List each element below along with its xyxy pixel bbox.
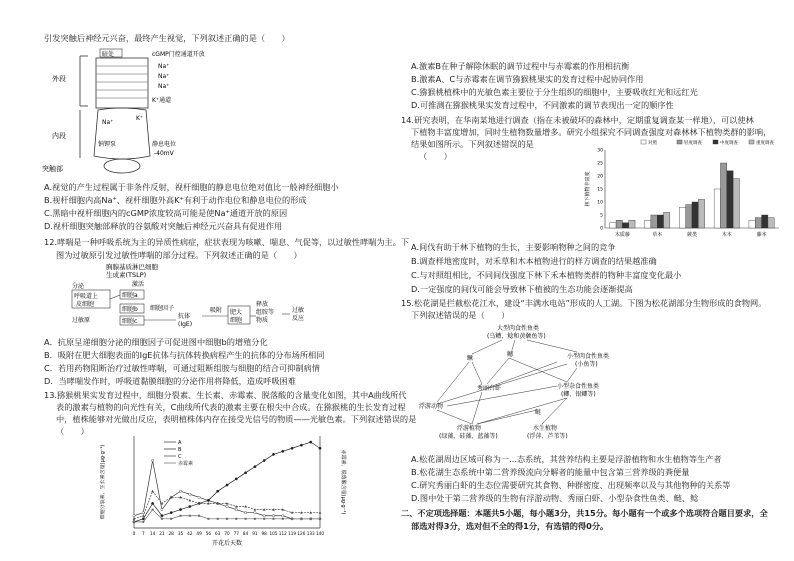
label-channel: cGMP门控通道开放	[152, 51, 205, 58]
q15-stem-1: 15.松花湖是拦截松花江水，建设“丰满水电站”形成的人工湖。下图为松花湖部分生物形成的食物网。	[401, 298, 767, 308]
rod-cell-diagram	[40, 46, 300, 176]
data-point	[263, 459, 265, 461]
label-inner: 内段	[52, 132, 66, 140]
data-point	[254, 511, 256, 513]
node-big-fish: 大型肉食性鱼类	[497, 325, 540, 332]
node-shrimp: 秀丽白虾	[477, 385, 502, 392]
legend-B: B	[178, 447, 182, 453]
data-point	[226, 518, 228, 520]
data-point	[179, 508, 181, 510]
data-point	[310, 441, 312, 443]
node-zooplankton: 浮游动物	[419, 403, 444, 410]
data-point	[226, 505, 228, 507]
data-point	[272, 515, 274, 517]
data-point	[142, 518, 144, 520]
label-na-in: Na⁺	[102, 119, 114, 126]
q13-option-c: C.猕猴桃植株中的光敏色素主要位于分生组织的细胞中，主要吸收红光和远红光	[411, 87, 698, 97]
data-point	[272, 453, 274, 455]
section-title-1: 二、不定项选择题：本题共5小题，每小题3分，共15分。每小题有一个或多个选项符合题目要求，全	[401, 508, 768, 518]
legend-swatch	[749, 140, 754, 144]
y-tick-label: 0	[600, 226, 603, 232]
q14-stem-1: 14.研究表明，在华南某地进行调查（指在未被破坏的森林中，定期重复调查某一样地），可以使林	[401, 115, 754, 125]
bar	[657, 215, 663, 228]
lbl-release: 释放	[256, 301, 269, 308]
q15-option-a: A.松花湖周边区域可称为一...态系统，其营养结构主要是浮游植物和水生植物等生产者	[411, 454, 722, 464]
q12-option-d: D．当哮喘发作时，呼吸道黏膜细胞的分泌作用将降低，造成呼吸困难	[44, 376, 296, 386]
q14-option-a: A.间伐有助于林下植物的生长，主要影响物种之间的竞争	[411, 242, 616, 252]
lbl-epith-1: 呼吸道上	[74, 293, 99, 300]
data-point	[282, 450, 284, 452]
data-point	[263, 515, 265, 517]
legend-赤霉素: 赤霉素	[178, 461, 194, 467]
bar	[755, 218, 761, 228]
food-web-diagram	[417, 322, 657, 442]
lbl-mast-2: 细胞	[230, 317, 243, 324]
lbl-allergen: 过敏原	[72, 317, 91, 324]
lbl-secrete: 分泌	[72, 283, 85, 290]
legend-swatch	[641, 140, 646, 144]
x-tick-label: 70	[224, 531, 230, 536]
x-axis-label: 开花后天数	[211, 540, 243, 547]
data-point	[217, 518, 219, 520]
q14-stem-2: 下植物丰富度增加，同时生植物数量增多。研究小组探究不同调查强度对森林林下植物类群的影响，	[411, 127, 772, 137]
lbl-cell-c: 细胞c	[122, 318, 138, 325]
data-point	[142, 521, 144, 523]
bar	[645, 220, 651, 228]
legend-swatch	[713, 140, 718, 144]
y-tick-label: 20	[597, 174, 603, 180]
x-tick-label: 14	[149, 531, 156, 536]
lbl-cytokine: 细胞因子	[150, 305, 175, 312]
hormone-chart	[100, 430, 360, 548]
lbl-allergy-1: 过敏	[292, 307, 305, 314]
x-tick-label: 140	[316, 531, 324, 536]
q15-option-c: C.研究秀丽白虾的生态位需要研究其食物、种群密度、出现频率以及与其他物种的关系等	[411, 480, 731, 490]
data-point	[282, 518, 284, 520]
data-point	[189, 505, 191, 507]
x-tick-label: 42	[187, 531, 193, 536]
lbl-adsorb: 吸附	[210, 307, 223, 314]
understory-chart	[583, 136, 783, 242]
data-point	[151, 459, 153, 461]
x-tick-label: 84	[242, 531, 249, 536]
node-phyto-sub: (绿藻、硅藻、蓝藻等)	[439, 433, 498, 440]
data-point	[245, 518, 247, 520]
q12-stem-1: 12.哮喘是一种呼吸系统为主的异质性病症，症状表现为咳嗽、喘息、气促等，以过敏性哮喘为主。下	[44, 237, 410, 247]
bar	[664, 212, 670, 228]
data-point	[244, 472, 246, 474]
label-k: K⁺	[136, 115, 144, 122]
q11-option-d: D.视杆细胞突触部释放的谷氨酸对突触后神经元兴奋具有促进作用	[44, 221, 283, 231]
asthma-figure	[70, 262, 330, 328]
q13-stem-4: （ ）	[56, 426, 89, 436]
data-point	[207, 518, 209, 520]
data-point	[133, 521, 135, 523]
bar	[622, 223, 628, 228]
q12-option-a: A．抗原呈递细胞分泌的细胞因子可促进图中细胞b的增殖分化	[44, 337, 268, 347]
data-point	[198, 496, 200, 498]
q12-stem-2: 图为过敏原引发过敏性哮喘的部分过程。下列叙述正确的是（ ）	[56, 250, 302, 260]
data-point	[244, 505, 247, 507]
q14-option-b: B.调查样地密度时，对禾草和木本植物进行的样方调查的结果越准确	[411, 256, 657, 266]
y-tick-label: 15	[597, 187, 603, 193]
q12-option-b: B．吸附在肥大细胞表面的IgE抗体与抗体转换病程产生的抗体的分布场所相同	[44, 350, 325, 360]
data-point	[179, 490, 181, 492]
x-tick-label: 7	[141, 531, 145, 536]
x-tick-label: 112	[278, 531, 287, 536]
x-tick-label: 35	[177, 531, 184, 536]
label-na-2: Na⁺	[158, 73, 170, 80]
legend-label: 重度调查	[756, 141, 774, 146]
label-rest: 静息电位	[152, 141, 177, 148]
x-tick-label: 木质藤	[614, 232, 630, 238]
q11-option-a: A.视觉的产生过程属于非条件反射，视杆细胞的静息电位绝对值比一般神经细胞小	[44, 182, 339, 192]
label-na-3: Na⁺	[158, 83, 170, 90]
q11-stem-tail: 引发突触后神经元兴奋，最终产生视觉，下列叙述正确的是（ ）	[44, 33, 290, 43]
q15-stem-2: 下列叙述错误的是（ ）	[411, 310, 510, 320]
food-web-figure	[417, 322, 657, 442]
node-small-carn: 小型肉食性鱼类	[567, 353, 610, 360]
node-gan: 鳡	[507, 351, 514, 358]
q14-option-d: D.一定强度的间伐可能会导致林下植被的生态功能会逐渐提高	[411, 284, 633, 294]
data-point	[161, 518, 163, 520]
data-point	[189, 499, 192, 501]
data-point	[207, 499, 209, 501]
data-point	[151, 490, 154, 492]
data-point	[319, 511, 322, 513]
bar	[749, 220, 755, 228]
data-point	[142, 514, 145, 516]
legend-label: 中度调查	[720, 141, 738, 146]
bar	[686, 205, 692, 228]
x-tick-label: 133	[306, 531, 315, 536]
data-point	[161, 508, 163, 510]
data-point	[300, 518, 302, 520]
x-tick-label: 77	[233, 531, 239, 536]
node-gui: 鳜	[467, 355, 474, 362]
legend-swatch	[677, 140, 682, 144]
lbl-ige: (IgE)	[178, 321, 193, 328]
node-plant-sub: (浮萍、芦苇等)	[527, 433, 568, 440]
data-point	[291, 518, 293, 520]
node-small-carn-sub: (小鱼等)	[575, 361, 598, 368]
bar	[629, 220, 635, 228]
bar	[733, 179, 739, 228]
bar	[762, 215, 768, 228]
data-point	[235, 508, 237, 510]
node-big-fish-sub: (乌鳢、鲶和黄颡鱼等)	[487, 333, 546, 340]
label-outer: 外段	[52, 75, 66, 83]
bar	[692, 202, 698, 228]
data-point	[319, 518, 321, 520]
data-point	[300, 444, 302, 446]
lbl-cell-b: 细胞b	[122, 306, 138, 313]
x-tick-label: 蕨类	[686, 232, 698, 238]
data-point	[152, 509, 154, 511]
hormone-line-chart	[100, 430, 360, 548]
bar	[698, 199, 704, 228]
y-tick-label: 30	[597, 148, 603, 154]
q13-option-b: B.激素A、C与赤霉素在调节猕猴桃果实的发育过程中起协同作用	[411, 74, 644, 84]
data-point	[189, 515, 191, 517]
q11-option-b: B.视杆细胞内高Na⁺、视杆细胞外高K⁺有利于动作电位和静息电位的形成	[44, 195, 307, 205]
q13-option-d: D.可推测在猕猴桃果实发育过程中，不同激素的调节表现出一定的顺序性	[411, 100, 674, 110]
data-point	[198, 515, 200, 517]
data-point	[180, 515, 182, 517]
x-tick-label: 126	[297, 531, 306, 536]
q13-option-a: A.激素B在种子解除休眠的调节过程中与赤霉素的作用相抗衡	[411, 61, 630, 71]
y-tick-label: 5	[600, 213, 603, 219]
bar	[727, 171, 733, 228]
q15-option-d: D.图中处于第二营养级的生物有浮游动物、秀丽白虾、小型杂食性鱼类、鲢、鲶	[411, 493, 699, 503]
bar	[714, 189, 720, 228]
y-axis-label: 林下植物丰富度	[585, 171, 591, 207]
x-tick-label: 119	[288, 531, 297, 536]
x-tick-label: 49	[196, 531, 202, 536]
data-point	[170, 518, 172, 520]
lbl-cell-a: 细胞a	[122, 292, 138, 299]
label-synapse: 突触部	[42, 165, 63, 173]
q11-option-c: C.黑暗中视杆细胞内的cGMP浓度较高可能是使Na⁺通道开放的原因	[44, 208, 288, 218]
node-lian: 鲢	[535, 409, 542, 416]
asthma-diagram	[70, 262, 330, 328]
bar	[651, 215, 657, 228]
x-tick-label: 28	[168, 531, 174, 536]
x-tick-label: 91	[252, 531, 258, 536]
node-plant: 水生植物	[533, 425, 558, 432]
data-point	[217, 490, 219, 492]
lbl-activate: 激活	[132, 281, 145, 288]
y-axis-label-right: 赤霉素、脱落酸含量(μg·g⁻¹)	[340, 449, 346, 515]
x-tick-label: 21	[159, 531, 165, 536]
lbl-histamine: 组胺等	[256, 309, 275, 316]
x-tick-label: 56	[205, 531, 212, 536]
q12-option-c: C．若用药物阻断治疗过敏性哮喘，可通过阻断组胺与细胞的结合可抑制病情	[44, 363, 320, 373]
data-point	[291, 447, 293, 449]
label-mv: -40mV	[154, 150, 174, 157]
data-point	[151, 502, 153, 504]
data-point	[273, 518, 275, 520]
lbl-mast-1: 肥大	[230, 309, 243, 316]
data-point	[244, 511, 246, 513]
data-point	[263, 518, 265, 520]
x-tick-label: 木本	[721, 232, 732, 238]
y-tick-label: 25	[597, 161, 603, 167]
data-point	[282, 515, 284, 517]
y-axis-label-left: 细胞分裂素、生长素含量(μg·g⁻¹)	[100, 444, 106, 520]
data-point	[319, 447, 321, 449]
data-point	[170, 511, 172, 513]
x-tick-label: 0	[132, 531, 136, 536]
bar	[679, 207, 685, 228]
node-phyto: 浮游植物	[457, 425, 482, 432]
legend-C: C	[178, 454, 182, 460]
legend-label: 对照	[648, 141, 657, 146]
data-point	[235, 518, 237, 520]
data-point	[161, 515, 163, 517]
q14-stem-4: （ ）	[419, 151, 452, 161]
understory-bar-chart	[583, 136, 783, 242]
x-tick-label: 98	[261, 531, 267, 536]
x-tick-label: 105	[269, 531, 278, 536]
x-tick-label: 藤本	[756, 232, 767, 238]
q14-option-c: C.与对照组相比，不同间伐强度下林下禾本植物类群的物种丰富度变化最小	[411, 270, 682, 280]
x-tick-label: 草本	[652, 232, 663, 238]
q13-stem-1: 13.猕猴桃果实发育过程中，细胞分裂素、生长素、赤霉素、脱落酸的含量变化如图，其中A曲线所代	[44, 390, 407, 400]
lbl-substance: 物质	[256, 317, 269, 324]
data-point	[189, 493, 191, 495]
lbl-antibody: 抗体	[178, 313, 191, 320]
right-column	[397, 0, 794, 561]
rod-cell-figure	[40, 46, 300, 176]
q13-stem-3: 中，植株能够对光做出反应，表明植株体内存在接受光信号的物质——光敏色素。下列叙述错误的是	[56, 414, 417, 424]
label-dark: 暗处	[102, 51, 115, 58]
bar	[616, 220, 622, 228]
data-point	[133, 515, 135, 517]
q14-stem-3: 结果如图所示。下列叙述错误的是	[411, 139, 534, 149]
data-point	[254, 465, 256, 467]
bar	[720, 163, 726, 228]
label-na-1: Na⁺	[158, 63, 170, 70]
tslp-title-2: 生成素(TSLP)	[106, 271, 147, 279]
data-point	[235, 478, 237, 480]
q15-option-b: B.松花湖生态系统中第二营养级流向分解者的能量中包含第三营养级的粪便量	[411, 467, 690, 477]
bar	[768, 218, 774, 228]
x-tick-label: 63	[215, 531, 221, 536]
label-pump: 钠钾泵	[98, 141, 117, 148]
bar	[610, 223, 616, 228]
label-kchannel: K⁺通道	[152, 97, 172, 104]
legend-A: A	[178, 440, 182, 446]
section-title-2: 部选对得3分，选对但不全的得1分，有选错的得0分。	[411, 521, 609, 531]
lbl-epith-2: 皮细胞	[76, 301, 95, 308]
q13-stem-2: 表的激素与植物的向光性有关，C曲线所代表的激素主要在根尖中合成。在猕猴桃的生长发育过程	[56, 402, 406, 412]
tslp-title-1: 胸腺基质淋巴细胞	[106, 263, 158, 271]
lbl-allergy-2: 反应	[292, 315, 305, 322]
data-point	[226, 484, 228, 486]
y-tick-label: 10	[597, 200, 603, 206]
data-point	[310, 518, 312, 520]
node-small-omni-sub: (鲫、银鲫等)	[561, 391, 596, 398]
data-point	[254, 518, 256, 520]
legend-label: 轻度调查	[684, 141, 702, 146]
node-small-omni: 小型杂食性鱼类	[557, 383, 600, 390]
